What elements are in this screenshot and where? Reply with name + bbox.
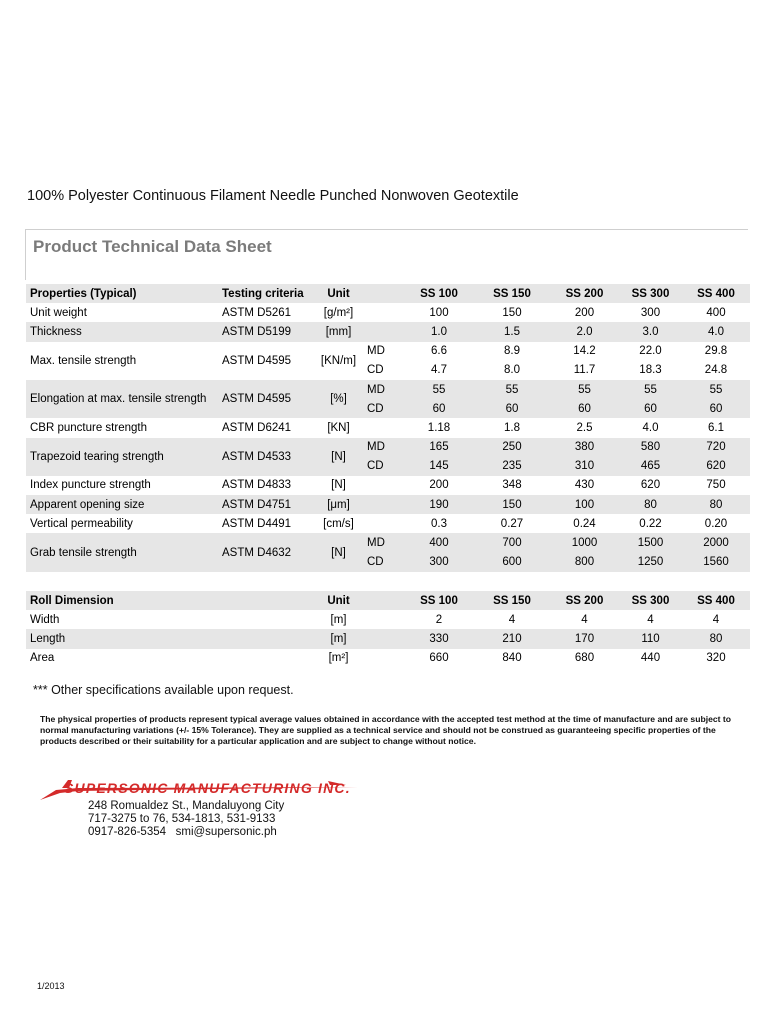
testing-criteria: ASTM D5199 [218,322,310,341]
company-address: 248 Romualdez St., Mandaluyong City [88,800,285,812]
roll-row [26,649,750,668]
property-name: Thickness [26,322,218,341]
value-cell: 0.3 [431,517,447,530]
value-cell: 14.2 [573,345,596,358]
direction-label [363,649,400,668]
value-cell: 190 [400,495,474,514]
disclaimer: The physical properties of products represent typical average values obtained in accordance with the accepted test method at the time of manufacture and are subject to normal manufacturing variations (+/- 15% Tolerance). They are supplied as a technical service and should not be construed as guaranteeing specific properties of the products described or their suitability for a particular application and are subject to change without notice. [40,714,732,746]
value-cell: 24.8 [704,364,728,377]
header-direction [363,284,400,303]
property-unit: [cm/s] [323,517,354,530]
roll-header-row [26,591,750,610]
roll-unit: [m²] [328,652,349,665]
header-unit: Unit [310,284,363,303]
testing-criteria: ASTM D6241 [222,421,292,434]
property-unit: [mm] [310,322,363,341]
value-cell: 465 [619,457,678,476]
header-product: SS 150 [474,284,546,303]
value-cell: 55 [678,380,750,399]
sheet-title: Product Technical Data Sheet [33,237,272,256]
property-unit: [N] [310,438,363,476]
property-unit: [%] [310,380,363,418]
direction-label [363,610,400,629]
value-cell: 150 [474,495,546,514]
company-contact [88,800,284,840]
value-cell: 165 [400,438,474,457]
value-cell: 400 [400,533,474,552]
value-cell: 145 [400,457,474,476]
value-cell: 6.1 [708,421,724,434]
header-product: SS 200 [546,284,619,303]
direction-label: MD [367,345,385,358]
testing-criteria: ASTM D4595 [222,354,292,367]
header-properties: Properties (Typical) [26,284,218,303]
property-unit: [KN/m] [320,354,357,367]
value-cell: 60 [400,399,474,418]
value-cell: 310 [546,457,619,476]
document-subtitle: 100% Polyester Continuous Filament Needle Punched Nonwoven Geotextile [27,188,519,204]
value-cell: 440 [640,652,661,665]
value-cell: 6.6 [431,345,447,358]
header-direction [363,591,400,610]
value-cell: 800 [546,553,619,572]
value-cell: 320 [706,652,726,665]
value-cell: 18.3 [639,364,662,377]
value-cell: 1.0 [400,322,474,341]
value-cell: 3.0 [619,322,678,341]
value-cell: 4.0 [678,322,750,341]
value-cell: 680 [574,652,595,665]
property-name: Trapezoid tearing strength [26,438,218,476]
direction-label: MD [363,380,400,399]
company-name: SUPERSONIC MANUFACTURING INC. [64,780,351,796]
property-unit: [N] [310,533,363,571]
value-cell: 4 [647,613,654,626]
value-cell: 4 [712,613,720,626]
value-cell: 80 [678,629,750,648]
property-name: Elongation at max. tensile strength [26,380,218,418]
value-cell: 200 [574,306,595,319]
value-cell: 100 [546,495,619,514]
value-cell: 1.18 [427,421,451,434]
testing-criteria: ASTM D4533 [218,438,310,476]
value-cell: 300 [640,306,661,319]
direction-label [363,322,400,341]
header-testing-criteria: Testing criteria [218,284,310,303]
direction-label: CD [363,399,400,418]
direction-label [363,629,400,648]
value-cell: 700 [474,533,546,552]
direction-label [363,514,400,533]
header-product: SS 300 [619,591,678,610]
property-row [26,342,750,361]
value-cell: 1250 [619,553,678,572]
header-roll-unit: Unit [310,591,363,610]
value-cell: 330 [400,629,474,648]
property-unit: [N] [331,479,346,492]
testing-criteria: ASTM D4751 [218,495,310,514]
value-cell: 0.20 [704,517,728,530]
value-cell: 2.5 [576,421,593,434]
value-cell: 55 [474,380,546,399]
property-row [26,303,750,322]
direction-label [363,495,400,514]
value-cell: 80 [678,495,750,514]
roll-dimension-name: Area [30,652,55,665]
value-cell: 1.5 [474,322,546,341]
testing-criteria: ASTM D4632 [218,533,310,571]
value-cell: 580 [619,438,678,457]
value-cell: 620 [678,457,750,476]
property-unit: [g/m²] [323,306,354,319]
issue-date: 1/2013 [37,981,65,991]
property-row [26,495,750,514]
value-cell: 720 [678,438,750,457]
direction-label: CD [363,457,400,476]
company-mobile-email [88,826,284,839]
direction-label [363,303,400,322]
value-cell: 1.8 [504,421,520,434]
company-phones: 717-3275 to 76, 534-1813, 531-9133 [88,813,276,826]
value-cell: 620 [640,479,661,492]
value-cell: 250 [474,438,546,457]
header-product: SS 400 [678,284,750,303]
roll-unit: [m] [310,629,363,648]
value-cell: 0.24 [573,517,596,530]
property-name: Index puncture strength [30,479,151,492]
roll-row [26,610,750,629]
spacer-cell [26,572,750,591]
value-cell: 8.9 [504,345,520,358]
direction-label: CD [367,364,384,377]
value-cell: 660 [429,652,449,665]
value-cell: 200 [429,479,449,492]
header-product: SS 300 [619,284,678,303]
property-row [26,380,750,399]
roll-dimension-name: Width [30,613,60,626]
property-unit: [μm] [310,495,363,514]
testing-criteria: ASTM D4595 [218,380,310,418]
property-row [26,418,750,437]
value-cell: 348 [502,479,522,492]
value-cell: 235 [474,457,546,476]
value-cell: 4.7 [431,364,447,377]
property-row [26,438,750,457]
value-cell: 430 [574,479,595,492]
property-row [26,514,750,533]
property-name: Unit weight [30,306,87,319]
property-unit: [KN] [327,421,350,434]
value-cell: 55 [619,380,678,399]
value-cell: 55 [546,380,619,399]
property-row [26,476,750,495]
property-name: Max. tensile strength [30,354,137,367]
value-cell: 170 [546,629,619,648]
roll-dimension-name: Length [26,629,310,648]
property-name: Vertical permeability [30,517,133,530]
value-cell: 400 [706,306,726,319]
value-cell: 4.0 [642,421,659,434]
value-cell: 0.27 [500,517,524,530]
direction-label: MD [363,438,400,457]
availability-note: *** Other specifications available upon request. [33,683,294,697]
direction-label [363,476,400,495]
properties-header-row [26,284,750,303]
property-name: CBR puncture strength [30,421,147,434]
value-cell: 55 [400,380,474,399]
value-cell: 150 [502,306,522,319]
value-cell: 11.7 [573,364,596,377]
value-cell: 2 [435,613,443,626]
property-row [26,322,750,341]
testing-criteria: ASTM D5261 [222,306,292,319]
value-cell: 2000 [678,533,750,552]
value-cell: 300 [400,553,474,572]
testing-criteria: ASTM D4833 [222,479,292,492]
value-cell: 2.0 [546,322,619,341]
value-cell: 8.0 [504,364,520,377]
value-cell: 210 [474,629,546,648]
table-spacer [26,572,750,591]
company-mobile: 0917-826-5354 [88,826,167,839]
roll-unit: [m] [330,613,347,626]
header-roll-dimension: Roll Dimension [26,591,310,610]
direction-label [363,418,400,437]
spec-table [26,284,750,668]
property-name: Grab tensile strength [26,533,218,571]
value-cell: 22.0 [639,345,662,358]
value-cell: 600 [474,553,546,572]
value-cell: 60 [619,399,678,418]
value-cell: 100 [429,306,449,319]
properties-table-body [26,284,750,572]
value-cell: 1500 [619,533,678,552]
value-cell: 0.22 [639,517,662,530]
property-name: Apparent opening size [26,495,218,514]
direction-label: MD [363,533,400,552]
value-cell: 110 [619,629,678,648]
value-cell: 60 [474,399,546,418]
value-cell: 4 [508,613,516,626]
roll-table-body [26,572,750,668]
header-product: SS 100 [400,284,474,303]
value-cell: 60 [546,399,619,418]
company-email: smi@supersonic.ph [175,826,277,839]
value-cell: 840 [502,652,522,665]
direction-label: CD [363,553,400,572]
property-row [26,533,750,552]
roll-row [26,629,750,648]
value-cell: 380 [546,438,619,457]
value-cell: 4 [581,613,588,626]
header-product: SS 200 [546,591,619,610]
value-cell: 1560 [678,553,750,572]
header-product: SS 400 [678,591,750,610]
testing-criteria: ASTM D4491 [222,517,292,530]
header-product: SS 150 [474,591,546,610]
value-cell: 1000 [546,533,619,552]
value-cell: 29.8 [704,345,728,358]
value-cell: 80 [619,495,678,514]
value-cell: 750 [706,479,726,492]
header-product: SS 100 [400,591,474,610]
value-cell: 60 [678,399,750,418]
